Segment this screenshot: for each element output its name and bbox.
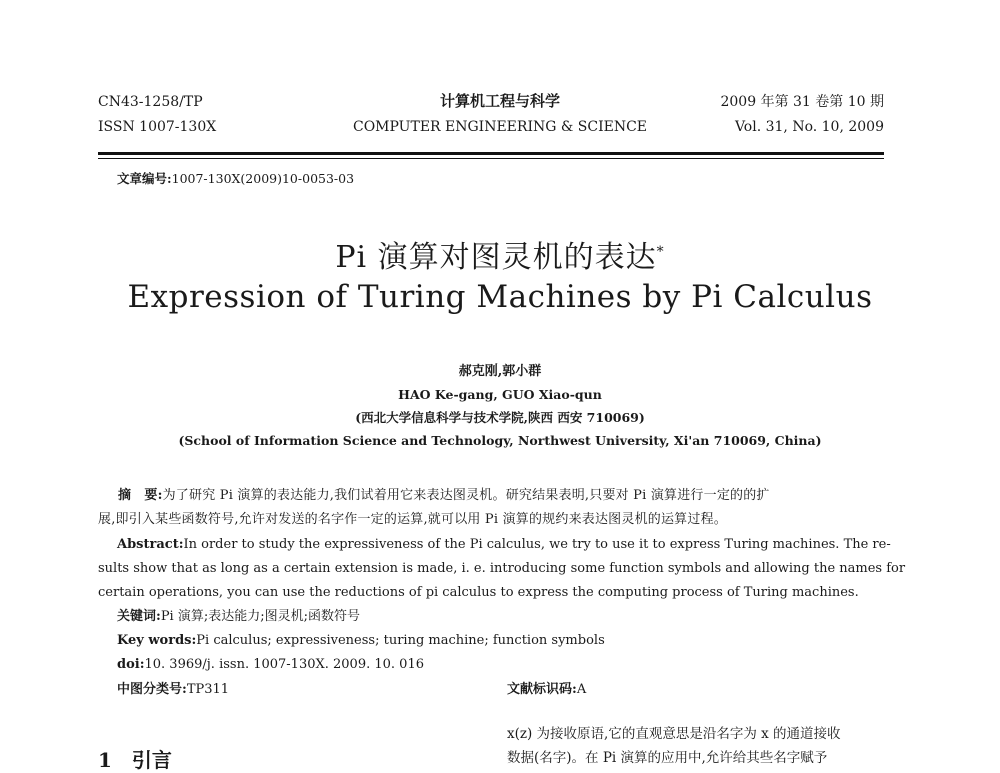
affiliation-en: (School of Information Science and Technology, Northwest University, Xi'an 710069, China) bbox=[178, 433, 822, 448]
doi-value: 10. 3969/j. issn. 1007-130X. 2009. 10. 016 bbox=[144, 657, 424, 672]
abstract-en-line3: certain operations, you can use the reductions of pi calculus to express the computing process of Turing machines. bbox=[98, 585, 859, 600]
abstract-cn-text-1: 为了研究 Pi 演算的表达能力,我们试着用它来表达图灵机。研究结果表明,只要对 Pi 演算进行一定的的扩 bbox=[162, 488, 770, 503]
title-cn-text: Pi 演算对图灵机的表达 bbox=[335, 240, 657, 275]
article-id bbox=[117, 170, 354, 187]
doi-label: doi: bbox=[117, 657, 145, 672]
abstract-cn-line1 bbox=[118, 487, 902, 504]
section-1-number: 1 bbox=[98, 748, 112, 772]
body-right-line2: 数据(名字)。在 Pi 演算的应用中,允许给其些名字赋予 bbox=[507, 750, 828, 766]
title-cn bbox=[0, 232, 1000, 276]
abstract-en-label: Abstract: bbox=[117, 537, 184, 552]
journal-name-en: COMPUTER ENGINEERING & SCIENCE bbox=[352, 119, 648, 135]
issue-info-cn: 2009 年第 31 卷第 10 期 bbox=[720, 94, 884, 110]
doc-code-value: A bbox=[576, 682, 587, 697]
keywords-en-label: Key words: bbox=[117, 633, 197, 648]
keywords-cn-label: 关键词: bbox=[117, 609, 161, 624]
journal-issn: ISSN 1007-130X bbox=[98, 119, 217, 135]
journal-cn-code: CN43-1258/TP bbox=[98, 94, 203, 110]
abstract-en-text-1: In order to study the expressiveness of the Pi calculus, we try to use it to express Turing machines. The re- bbox=[183, 537, 891, 552]
authors-cn: 郝克刚,郭小群 bbox=[458, 364, 542, 379]
section-1-title: 引言 bbox=[131, 748, 172, 772]
doi bbox=[117, 656, 424, 673]
section-1-heading bbox=[98, 744, 172, 773]
abstract-cn-line2: 展,即引入某些函数符号,允许对发送的名字作一定的运算,就可以用 Pi 演算的规约来表达图灵机的运算过程。 bbox=[98, 512, 727, 527]
affiliation-cn: (西北大学信息科学与技术学院,陕西 西安 710069) bbox=[355, 410, 645, 425]
authors-en: HAO Ke-gang, GUO Xiao-qun bbox=[398, 387, 602, 402]
abstract-en-line1 bbox=[117, 536, 903, 553]
classification-value: TP311 bbox=[186, 682, 230, 697]
keywords-cn-value: Pi 演算;表达能力;图灵机;函数符号 bbox=[160, 609, 360, 624]
abstract-cn-label: 摘 要: bbox=[118, 488, 163, 503]
classification-label: 中图分类号: bbox=[117, 682, 187, 697]
keywords-en-value: Pi calculus; expressiveness; turing machine; function symbols bbox=[196, 633, 605, 648]
title-footnote-mark: * bbox=[656, 244, 665, 260]
article-id-label: 文章编号: bbox=[117, 171, 172, 186]
keywords-cn bbox=[117, 608, 360, 625]
title-en: Expression of Turing Machines by Pi Calculus bbox=[127, 279, 873, 315]
doc-code-label: 文献标识码: bbox=[507, 682, 577, 697]
header-rule-thin bbox=[98, 158, 884, 159]
issue-info-en: Vol. 31, No. 10, 2009 bbox=[734, 119, 884, 135]
abstract-en-line2: sults show that as long as a certain extension is made, i. e. introducing some function symbols and allowing the names for bbox=[98, 561, 906, 576]
journal-name-cn: 计算机工程与科学 bbox=[439, 92, 560, 110]
article-id-value: 1007-130X(2009)10-0053-03 bbox=[171, 171, 355, 186]
doc-code bbox=[507, 681, 586, 698]
classification bbox=[117, 681, 229, 698]
body-right-line1: x(z) 为接收原语,它的直观意思是沿名字为 x 的通道接收 bbox=[507, 726, 841, 742]
header-rule-thick bbox=[98, 152, 884, 155]
keywords-en bbox=[117, 632, 605, 649]
